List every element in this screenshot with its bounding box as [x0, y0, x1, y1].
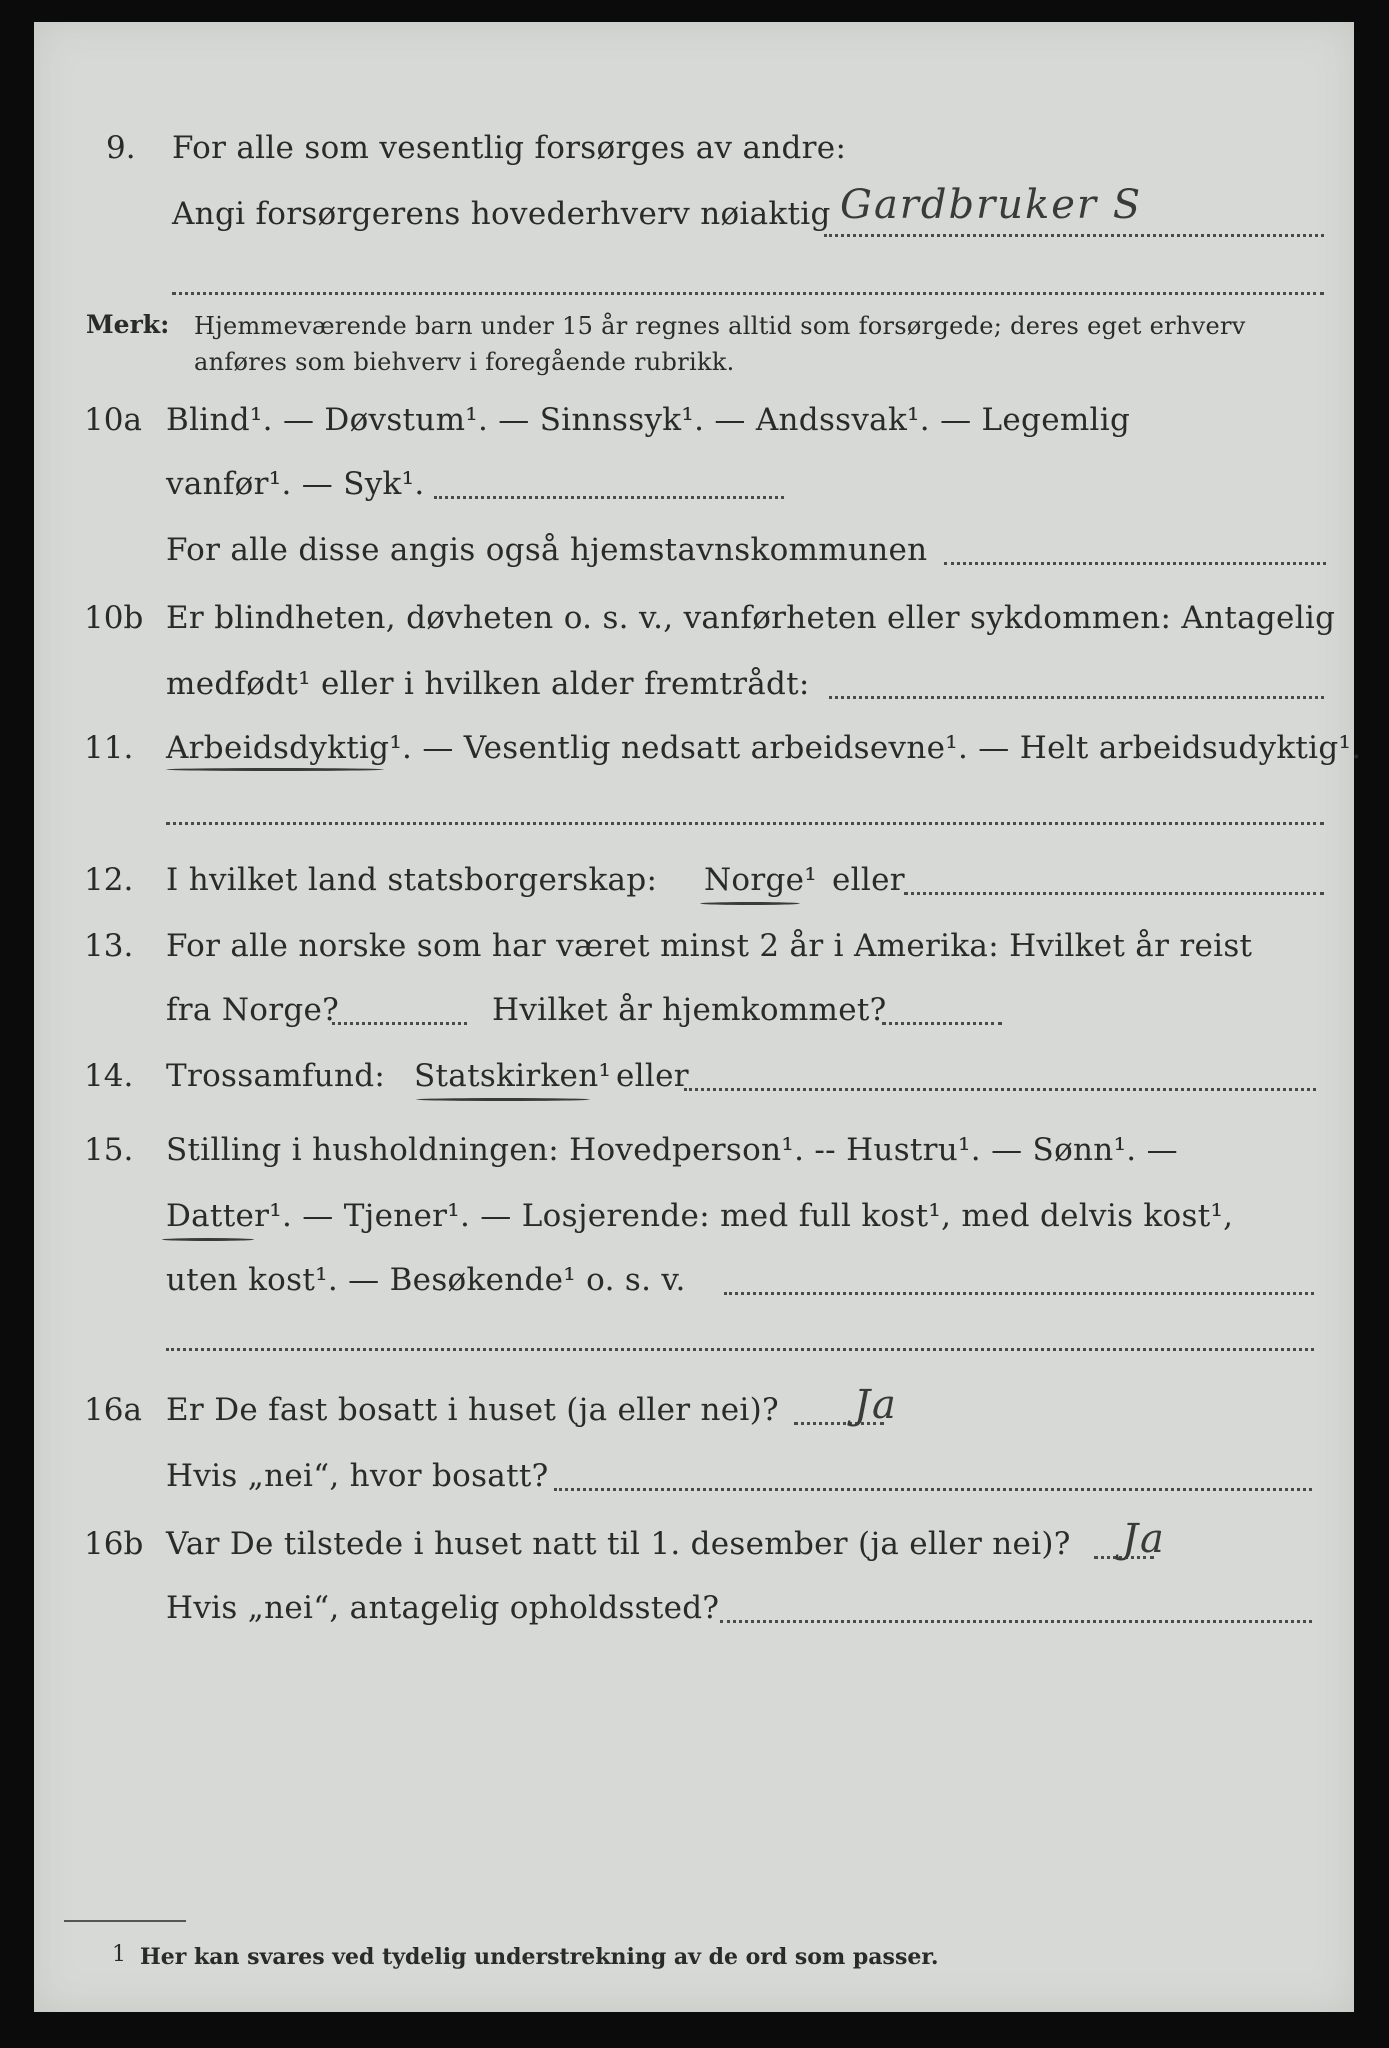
q11-extra-line [166, 822, 1324, 825]
q9-number: 9. [106, 130, 136, 166]
q15-underline-datter [162, 1238, 254, 1241]
merk-label: Merk: [86, 310, 170, 339]
q16a-line2: Hvis „nei“, hvor bosatt? [166, 1458, 549, 1494]
q10a-line1: Blind¹. — Døvstum¹. — Sinnssyk¹. — Andssvak¹. — Legemlig [166, 402, 1131, 438]
q10b-number: 10b [84, 600, 144, 636]
q16b-line2: Hvis „nei“, antagelig opholdssted? [166, 1590, 720, 1626]
q14-eller: eller [616, 1058, 689, 1094]
q13-number: 13. [84, 928, 134, 964]
q9-answer-line [824, 234, 1324, 237]
q14-number: 14. [84, 1058, 134, 1094]
q10a-line2: vanfør¹. — Syk¹. [166, 466, 425, 502]
q10a-number: 10a [84, 402, 142, 438]
q10a-kommune-line [944, 562, 1326, 565]
q12-text: I hvilket land statsborgerskap: [166, 862, 658, 898]
q16b-opholdssted-line [720, 1620, 1312, 1623]
q13-hjemkommet: Hvilket år hjemkommet? [492, 992, 887, 1028]
q10a-line3: For alle disse angis også hjemstavnskommunen [166, 532, 928, 568]
q11-line1: Arbeidsdyktig¹. — Vesentlig nedsatt arbeidsevne¹. — Helt arbeidsudyktig¹. [166, 730, 1362, 766]
q10b-line1: Er blindheten, døvheten o. s. v., vanførheten eller sykdommen: Antagelig [166, 600, 1336, 636]
q13-reist-line [332, 1022, 467, 1025]
q10b-alder-line [829, 696, 1324, 699]
q16a-line1: Er De fast bosatt i huset (ja eller nei)? [166, 1392, 779, 1428]
q12-eller: eller [832, 862, 905, 898]
q10a-syk-line [434, 496, 784, 499]
q15-line1: Stilling i husholdningen: Hovedperson¹. -- Hustru¹. — Sønn¹. — [166, 1132, 1178, 1168]
footnote-text: Her kan svares ved tydelig understrekning av de ord som passer. [140, 1944, 939, 1970]
q11-number: 11. [84, 730, 134, 766]
q9-handwritten-answer: Gardbruker S [840, 182, 1143, 228]
q14-text: Trossamfund: [166, 1058, 386, 1094]
q15-number: 15. [84, 1132, 134, 1168]
q15-line3: uten kost¹. — Besøkende¹ o. s. v. [166, 1262, 686, 1298]
census-form-page [34, 22, 1362, 2012]
q13-line1: For alle norske som har været minst 2 år i Amerika: Hvilket år reist [166, 928, 1253, 964]
q12-other-line [904, 892, 1324, 895]
merk-line2: anføres som biehverv i foregående rubrikk. [194, 348, 735, 376]
q10b-line2: medfødt¹ eller i hvilken alder fremtrådt: [166, 666, 810, 702]
q16b-number: 16b [84, 1526, 144, 1562]
q9-line2: Angi forsørgerens hovederhverv nøiaktig [172, 196, 831, 232]
footnote-mark: 1 [112, 1942, 126, 1967]
q12-underline-norge [700, 902, 800, 905]
q9-line1: For alle som vesentlig forsørges av andre: [172, 130, 847, 166]
q14-statskirken: Statskirken¹ [414, 1058, 612, 1094]
q15-line2: Datter¹. — Tjener¹. — Losjerende: med full kost¹, med delvis kost¹, [166, 1198, 1234, 1234]
q13-reist: fra Norge? [166, 992, 340, 1028]
q16a-handwritten-answer: Ja [854, 1382, 898, 1428]
q12-norge: Norge¹ [704, 862, 818, 898]
q11-underline-arbeidsdyktig [166, 768, 384, 771]
q13-hjemkommet-line [882, 1022, 1002, 1025]
q16a-number: 16a [84, 1392, 142, 1428]
q16b-line1: Var De tilstede i huset natt til 1. desember (ja eller nei)? [166, 1526, 1071, 1562]
q15-extra-line [166, 1348, 1314, 1351]
q14-other-line [684, 1088, 1316, 1091]
q12-number: 12. [84, 862, 134, 898]
q15-other-line [724, 1292, 1314, 1295]
q16b-handwritten-answer: Ja [1122, 1516, 1166, 1562]
q9-extra-line [172, 292, 1324, 295]
merk-line1: Hjemmeværende barn under 15 år regnes alltid som forsørgede; deres eget erhverv [194, 312, 1246, 340]
footnote-rule [64, 1920, 186, 1922]
q14-underline-statskirken [416, 1098, 590, 1101]
q16a-bosatt-line [554, 1488, 1312, 1491]
